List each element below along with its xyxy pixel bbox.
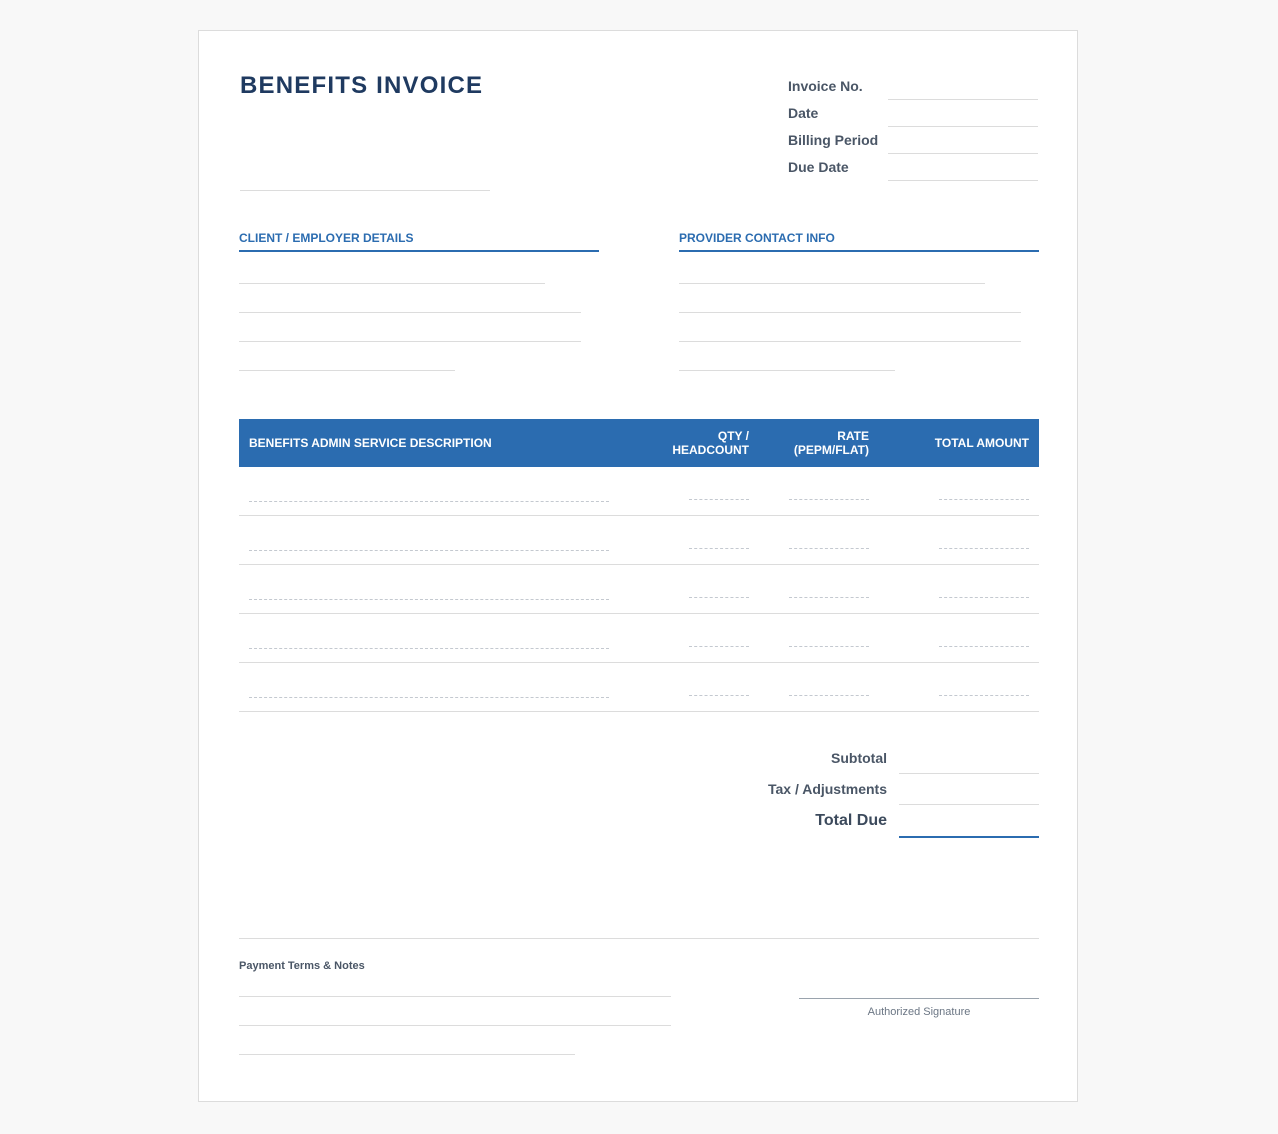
table-row [239,467,1039,516]
footer-divider [239,938,1039,939]
total-due-field[interactable] [899,836,1039,838]
qty-field[interactable] [689,499,749,500]
qty-field[interactable] [689,646,749,647]
notes-line[interactable] [239,996,671,997]
due-date-label: Due Date [788,159,849,175]
description-field[interactable] [249,599,609,600]
total-field[interactable] [939,597,1029,598]
billing-period-label: Billing Period [788,132,879,148]
rate-field[interactable] [789,597,869,598]
client-line[interactable] [239,283,545,284]
invoice-page [198,30,1078,1102]
subtotal-label: Subtotal [831,750,887,766]
column-header-rate-line: (PEPM/FLAT) [793,443,869,457]
column-header-qty-line: QTY / [717,429,749,443]
tax-adjustments-label: Tax / Adjustments [767,781,887,797]
rate-field[interactable] [789,646,869,647]
table-row [239,565,1039,614]
rate-field[interactable] [789,695,869,696]
signature-line[interactable] [799,998,1039,999]
provider-line[interactable] [679,341,1021,342]
column-header-total: TOTAL AMOUNT [934,436,1029,450]
provider-line[interactable] [679,370,895,371]
signature-label: Authorized Signature [867,1006,971,1018]
client-line[interactable] [239,370,455,371]
description-field[interactable] [249,648,609,649]
table-row [239,614,1039,663]
invoice-number-field[interactable] [888,81,1038,100]
payment-terms-title: Payment Terms & Notes [239,960,365,972]
total-field[interactable] [939,499,1029,500]
description-field[interactable] [249,697,609,698]
total-field[interactable] [939,695,1029,696]
total-due-label: Total Due [815,812,887,829]
rate-field[interactable] [789,499,869,500]
notes-line[interactable] [239,1054,575,1055]
notes-line[interactable] [239,1025,671,1026]
table-row [239,663,1039,712]
qty-field[interactable] [689,548,749,549]
provider-line[interactable] [679,312,1021,313]
tax-adjustments-field[interactable] [899,804,1039,805]
rate-field[interactable] [789,548,869,549]
table-row [239,516,1039,565]
column-header-qty [672,429,749,457]
client-section-title: CLIENT / EMPLOYER DETAILS [239,231,599,252]
due-date-field[interactable] [888,162,1038,181]
description-field[interactable] [249,501,609,502]
provider-section-title: PROVIDER CONTACT INFO [679,231,1039,252]
total-field[interactable] [939,548,1029,549]
client-line[interactable] [239,312,581,313]
column-header-rate [794,429,869,457]
client-line[interactable] [239,341,581,342]
subtotal-field[interactable] [899,773,1039,774]
company-name-line[interactable] [240,190,490,191]
qty-field[interactable] [689,695,749,696]
date-field[interactable] [888,108,1038,127]
provider-line[interactable] [679,283,985,284]
invoice-number-label: Invoice No. [788,78,863,94]
date-label: Date [788,105,819,121]
column-header-rate-line: RATE [837,429,869,443]
billing-period-field[interactable] [888,135,1038,154]
total-field[interactable] [939,646,1029,647]
line-items-header [239,419,1039,467]
column-header-qty-line: HEADCOUNT [672,443,749,457]
qty-field[interactable] [689,597,749,598]
column-header-description: BENEFITS ADMIN SERVICE DESCRIPTION [249,436,492,450]
invoice-title: BENEFITS INVOICE [240,72,484,99]
description-field[interactable] [249,550,609,551]
